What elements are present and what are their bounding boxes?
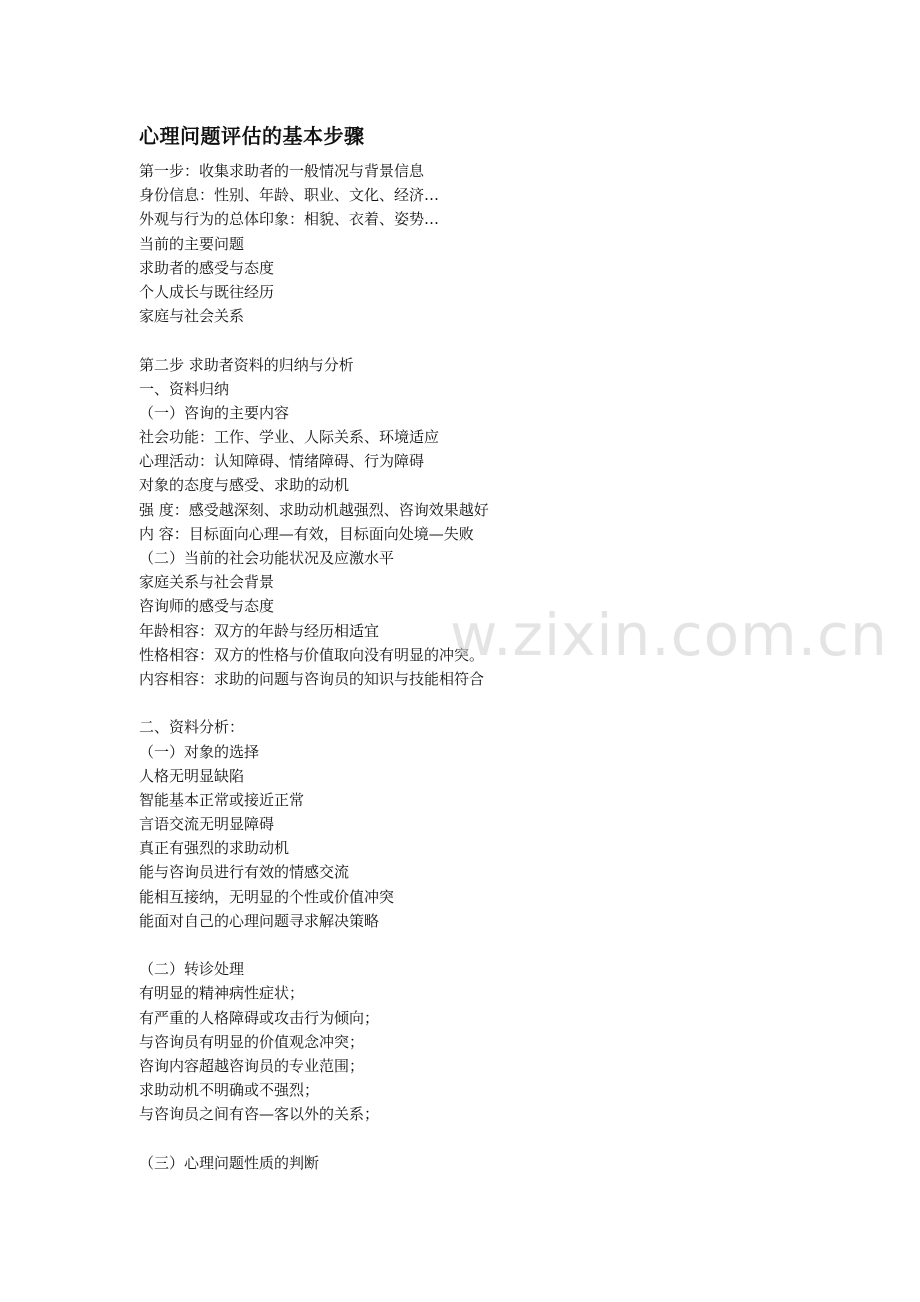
text-line: （一）对象的选择 <box>139 742 260 761</box>
blank-line <box>139 933 779 957</box>
text-line: 人格无明显缺陷 <box>139 766 245 785</box>
text-line: 求助者的感受与态度 <box>139 258 275 277</box>
text-line: 外观与行为的总体印象：相貌、衣着、姿势… <box>139 210 440 229</box>
text-line: 智能基本正常或接近正常 <box>139 790 305 809</box>
text-line: 内容相容：求助的问题与咨询员的知识与技能相符合 <box>139 669 485 688</box>
text-line: （三）心理问题性质的判断 <box>139 1153 320 1172</box>
text-line: 心理活动：认知障碍、情绪障碍、行为障碍 <box>139 452 425 471</box>
text-line: 有严重的人格障碍或攻击行为倾向； <box>139 1008 380 1027</box>
blank-line <box>139 328 779 352</box>
document-body <box>139 159 779 1175</box>
text-line: 能相互接纳，无明显的个性或价值冲突 <box>139 887 395 906</box>
text-line: 内 容：目标面向心理—有效，目标面向处境—失败 <box>139 524 474 543</box>
text-line: 言语交流无明显障碍 <box>139 815 275 834</box>
text-line: 真正有强烈的求助动机 <box>139 839 290 858</box>
text-line: 家庭关系与社会背景 <box>139 573 275 592</box>
blank-line <box>139 691 779 715</box>
text-line: 能面对自己的心理问题寻求解决策略 <box>139 911 380 930</box>
text-line: 强 度：感受越深刻、求助动机越强烈、咨询效果越好 <box>139 500 489 519</box>
document-title: 心理问题评估的基本步骤 <box>139 124 365 148</box>
text-line: 咨询内容超越咨询员的专业范围； <box>139 1056 365 1075</box>
text-line: 年龄相容：双方的年龄与经历相适宜 <box>139 621 380 640</box>
text-line: （二）当前的社会功能状况及应激水平 <box>139 549 395 567</box>
watermark: w.zixin.com.cn <box>450 601 888 669</box>
text-line: 身份信息：性别、年龄、职业、文化、经济… <box>139 186 440 205</box>
text-line: 与咨询员有明显的价值观念冲突； <box>139 1032 365 1051</box>
blank-line <box>139 1127 779 1151</box>
text-line: 第一步：收集求助者的一般情况与背景信息 <box>139 162 425 180</box>
text-line: 家庭与社会关系 <box>139 307 245 326</box>
text-line: （二）转诊处理 <box>139 960 245 979</box>
text-line: 第二步 求助者资料的归纳与分析 <box>139 355 354 374</box>
text-line: 对象的态度与感受、求助的动机 <box>139 476 350 495</box>
text-line: 有明显的精神病性症状； <box>139 984 305 1003</box>
text-line: 当前的主要问题 <box>139 234 245 253</box>
text-line: 社会功能：工作、学业、人际关系、环境适应 <box>139 428 440 447</box>
text-line: 个人成长与既往经历 <box>139 282 275 301</box>
text-line: 求助动机不明确或不强烈； <box>139 1081 320 1100</box>
text-line: 与咨询员之间有咨—客以外的关系； <box>139 1105 380 1124</box>
text-line: 咨询师的感受与态度 <box>139 597 275 616</box>
text-line: 性格相容：双方的性格与价值取向没有明显的冲突。 <box>139 645 485 664</box>
text-line: （一）咨询的主要内容 <box>139 403 290 422</box>
text-line: 二、资料分析： <box>139 718 245 737</box>
text-line: 能与咨询员进行有效的情感交流 <box>139 863 350 882</box>
text-line: 一、资料归纳 <box>139 379 230 398</box>
